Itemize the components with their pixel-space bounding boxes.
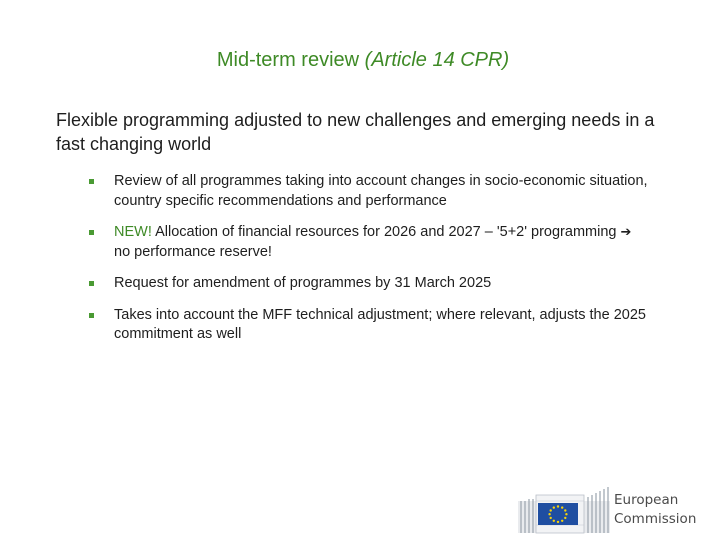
bullet-square-icon: [89, 313, 94, 318]
european-commission-logo: [518, 487, 697, 535]
title-main: Mid-term review: [216, 49, 365, 71]
bullet-review: [88, 172, 648, 211]
title-article-ref: (Article 14 CPR): [364, 49, 510, 71]
logo-line-commission: Commission: [614, 511, 697, 527]
bullet-text: Allocation of financial resources for 2026 and 2027 – '5+2' programming: [151, 224, 621, 240]
bullet-list: [88, 172, 648, 357]
bullet-request-amendment: [88, 274, 648, 294]
bullet-new-allocation: [88, 223, 648, 262]
bullet-text: Takes into account the MFF technical adjustment; where relevant, adjusts the 2025 commitment as well: [114, 306, 646, 342]
right-arrow-icon: ➔: [620, 225, 632, 240]
logo-line-european: European: [614, 492, 679, 508]
new-tag: NEW!: [114, 224, 152, 240]
bullet-text: Request for amendment of programmes by 31 March 2025: [114, 275, 492, 291]
bullet-text-after: no performance reserve!: [114, 243, 272, 260]
intro-text: Flexible programming adjusted to new challenges and emerging needs in a fast changing world: [56, 110, 655, 154]
slide-title: [0, 49, 720, 72]
bullet-text: Review of all programmes taking into account changes in socio-economic situation, country specific recommendations and performance: [114, 173, 648, 209]
bullet-mff-adjustment: [88, 306, 648, 345]
bullet-square-icon: [89, 230, 94, 235]
commission-building-icon: [518, 487, 610, 535]
bullet-square-icon: [89, 179, 94, 184]
bullet-square-icon: [89, 281, 94, 286]
logo-text: [614, 491, 696, 529]
